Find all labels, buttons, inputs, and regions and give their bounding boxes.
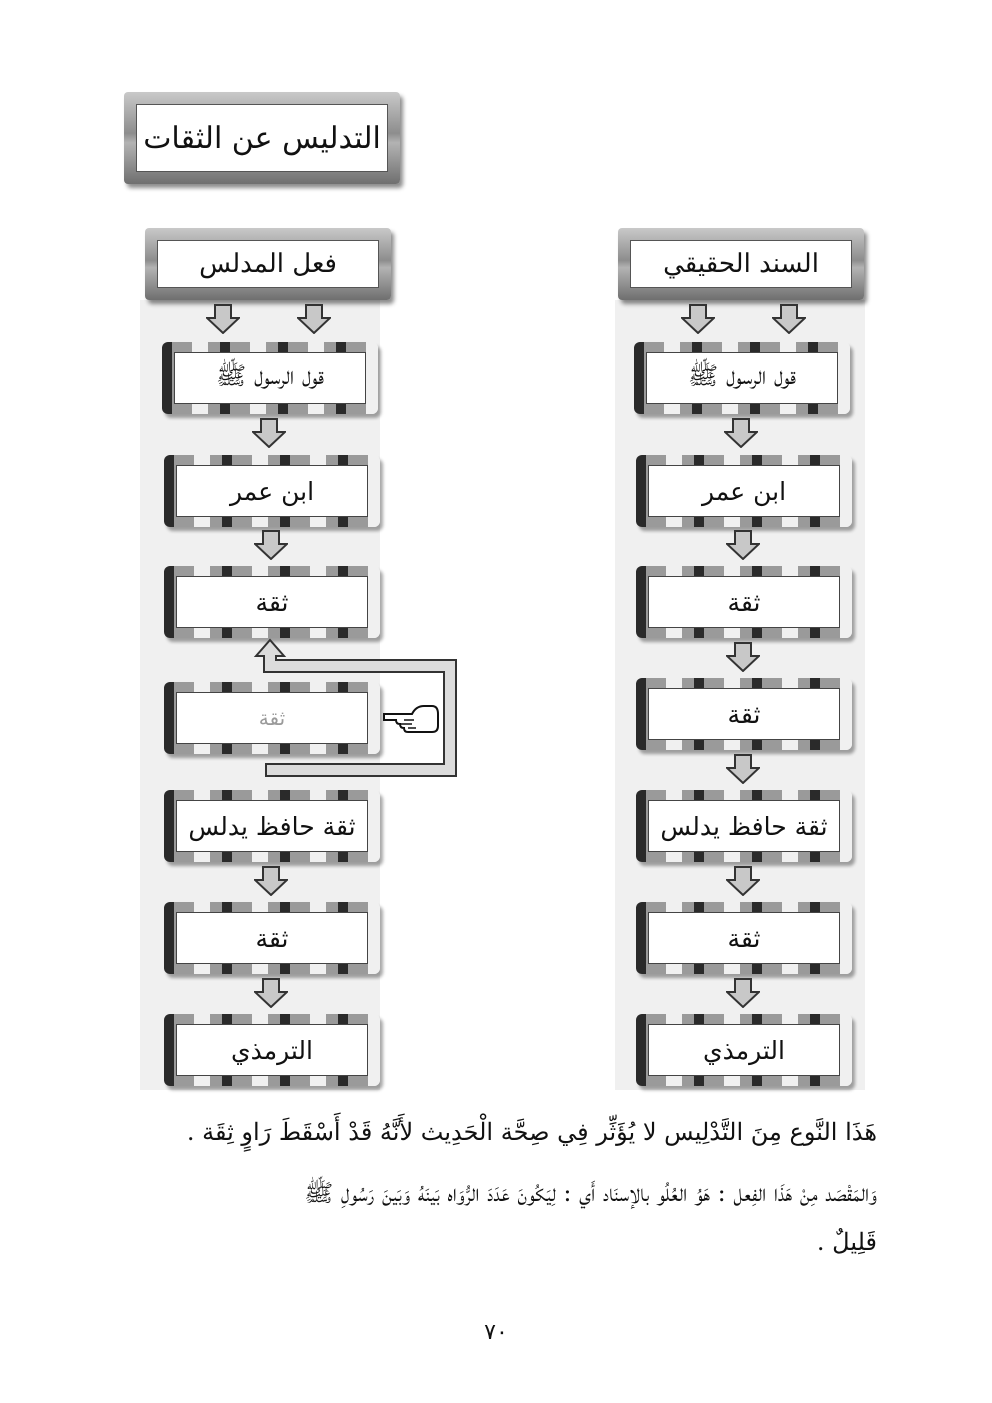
node-label: ابن عمر bbox=[176, 465, 368, 517]
left-node-tirmidhi bbox=[164, 1014, 380, 1086]
right-node-thiqa-3 bbox=[636, 902, 852, 974]
down-arrow-icon bbox=[726, 978, 760, 1008]
left-node-hafiz-mudallis bbox=[164, 790, 380, 862]
left-node-prophet bbox=[162, 342, 378, 414]
pointing-hand-icon bbox=[382, 700, 440, 736]
down-arrow-icon bbox=[254, 866, 288, 896]
right-column-header bbox=[618, 228, 864, 300]
paragraph-line-1: هَذَا النَّوع مِنَ التَّدْلِيس لا يُؤَثِّر فِي صِحَّة الْحَدِيث لأَنَّهُ قَدْ أَسْقَطَ رَاوٍ ثِقَة . bbox=[186, 1118, 877, 1146]
title-plate bbox=[124, 92, 400, 184]
node-label: ثقة bbox=[176, 912, 368, 964]
down-arrow-icon bbox=[726, 642, 760, 672]
right-node-thiqa-1 bbox=[636, 566, 852, 638]
right-node-ibn-umar bbox=[636, 455, 852, 527]
node-label: الترمذي bbox=[648, 1024, 840, 1076]
node-label: ابن عمر bbox=[648, 465, 840, 517]
right-node-thiqa-2 bbox=[636, 678, 852, 750]
node-label: ثقة حافظ يدلس bbox=[176, 800, 368, 852]
down-arrow-icon bbox=[726, 866, 760, 896]
left-node-thiqa-1 bbox=[164, 566, 380, 638]
right-node-prophet bbox=[634, 342, 850, 414]
node-label-dropped: ثقة bbox=[176, 692, 368, 744]
node-label: ثقة bbox=[648, 688, 840, 740]
down-arrow-icon bbox=[252, 418, 286, 448]
page-title: التدليس عن الثقات bbox=[136, 104, 388, 172]
node-label: ثقة bbox=[176, 576, 368, 628]
paragraph-line-2: وَالمَقْصَد مِنْ هَذَا الفِعل : هَوُ العُلُو بالإسنَاد أَي : لِيَكُونَ عَدَدَ الرُّوَاه بَينَهُ وَبَينَ رَسُولِ ﷺ bbox=[304, 1179, 877, 1207]
down-arrow-icon bbox=[297, 304, 331, 334]
left-header-label: فعل المدلس bbox=[157, 240, 379, 288]
node-label: ثقة حافظ يدلس bbox=[648, 800, 840, 852]
node-label: ثقة bbox=[648, 912, 840, 964]
down-arrow-icon bbox=[726, 530, 760, 560]
node-label: قول الرسول ﷺ bbox=[646, 352, 838, 404]
down-arrow-icon bbox=[254, 978, 288, 1008]
right-node-tirmidhi bbox=[636, 1014, 852, 1086]
node-label: ثقة bbox=[648, 576, 840, 628]
down-arrow-icon bbox=[724, 418, 758, 448]
page-number: ٧٠ bbox=[484, 1320, 508, 1345]
paragraph-line-3: قَلِيلٌ . bbox=[816, 1228, 877, 1256]
down-arrow-icon bbox=[254, 530, 288, 560]
left-node-ibn-umar bbox=[164, 455, 380, 527]
node-label: الترمذي bbox=[176, 1024, 368, 1076]
right-node-hafiz-mudallis bbox=[636, 790, 852, 862]
left-node-thiqa-2 bbox=[164, 902, 380, 974]
left-column-header bbox=[145, 228, 391, 300]
down-arrow-icon bbox=[726, 754, 760, 784]
right-header-label: السند الحقيقي bbox=[630, 240, 852, 288]
down-arrow-icon bbox=[206, 304, 240, 334]
down-arrow-icon bbox=[772, 304, 806, 334]
node-label: قول الرسول ﷺ bbox=[174, 352, 366, 404]
down-arrow-icon bbox=[681, 304, 715, 334]
